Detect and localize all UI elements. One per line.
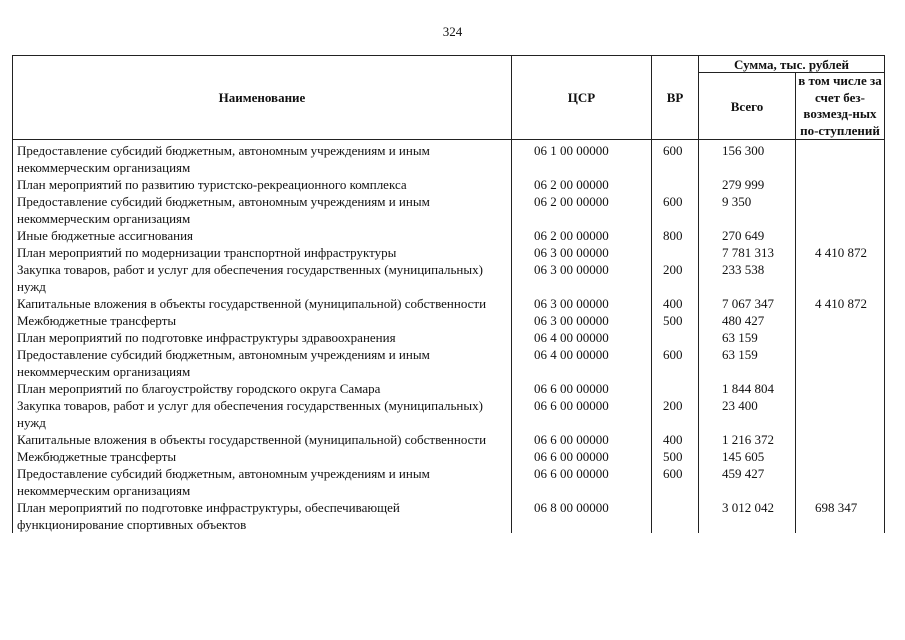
row-incl (796, 346, 885, 380)
table-row (13, 465, 885, 499)
table-row (13, 176, 885, 193)
table-row (13, 227, 885, 244)
column-header-vr: ВР (652, 56, 699, 140)
row-name: Предоставление субсидий бюджетным, автономным учреждениям и иным некоммерческим организациям (13, 465, 512, 499)
row-incl (796, 140, 885, 177)
table-row (13, 499, 885, 533)
row-vr: 200 (652, 397, 699, 431)
row-total: 480 427 (699, 312, 796, 329)
row-incl (796, 448, 885, 465)
row-vr (652, 499, 699, 533)
row-total: 23 400 (699, 397, 796, 431)
row-csr: 06 6 00 00000 (512, 465, 652, 499)
row-total: 7 067 347 (699, 295, 796, 312)
row-csr: 06 2 00 00000 (512, 227, 652, 244)
row-total: 63 159 (699, 329, 796, 346)
row-name: Иные бюджетные ассигнования (13, 227, 512, 244)
row-csr: 06 3 00 00000 (512, 244, 652, 261)
row-csr: 06 2 00 00000 (512, 193, 652, 227)
row-name: Закупка товаров, работ и услуг для обеспечения государственных (муниципальных) нужд (13, 261, 512, 295)
table-row (13, 329, 885, 346)
page-number: 324 (442, 24, 463, 39)
row-incl: 698 347 (796, 499, 885, 533)
table-row (13, 261, 885, 295)
row-csr: 06 4 00 00000 (512, 329, 652, 346)
row-name: План мероприятий по благоустройству городского округа Самара (13, 380, 512, 397)
row-total: 279 999 (699, 176, 796, 193)
row-total: 7 781 313 (699, 244, 796, 261)
column-header-sum: Сумма, тыс. рублей (699, 56, 885, 73)
row-total: 156 300 (699, 140, 796, 177)
row-incl (796, 261, 885, 295)
row-vr: 400 (652, 431, 699, 448)
row-csr: 06 6 00 00000 (512, 431, 652, 448)
row-incl: 4 410 872 (796, 295, 885, 312)
table-body (13, 140, 885, 534)
row-csr: 06 4 00 00000 (512, 346, 652, 380)
row-csr: 06 3 00 00000 (512, 261, 652, 295)
row-name: Капитальные вложения в объекты государственной (муниципальной) собственности (13, 295, 512, 312)
row-vr (652, 380, 699, 397)
row-incl (796, 380, 885, 397)
row-csr: 06 3 00 00000 (512, 312, 652, 329)
table-row (13, 140, 885, 177)
row-csr: 06 1 00 00000 (512, 140, 652, 177)
row-name: Межбюджетные трансферты (13, 448, 512, 465)
row-vr: 500 (652, 448, 699, 465)
row-name: Капитальные вложения в объекты государственной (муниципальной) собственности (13, 431, 512, 448)
row-vr: 200 (652, 261, 699, 295)
row-total: 1 844 804 (699, 380, 796, 397)
row-csr: 06 6 00 00000 (512, 448, 652, 465)
row-incl (796, 312, 885, 329)
row-vr (652, 176, 699, 193)
column-header-incl: в том числе за счет без-возмезд-ных по-ступлений (796, 73, 885, 140)
row-vr: 600 (652, 140, 699, 177)
row-incl: 4 410 872 (796, 244, 885, 261)
row-incl (796, 465, 885, 499)
row-vr: 600 (652, 465, 699, 499)
table-row (13, 397, 885, 431)
row-total: 1 216 372 (699, 431, 796, 448)
row-csr: 06 6 00 00000 (512, 380, 652, 397)
row-total: 459 427 (699, 465, 796, 499)
row-vr: 500 (652, 312, 699, 329)
table-row (13, 312, 885, 329)
table-row (13, 448, 885, 465)
row-incl (796, 176, 885, 193)
row-total: 233 538 (699, 261, 796, 295)
table-header (13, 56, 885, 140)
table-row (13, 346, 885, 380)
row-name: План мероприятий по подготовке инфраструктуры здравоохранения (13, 329, 512, 346)
row-vr (652, 244, 699, 261)
row-vr: 600 (652, 346, 699, 380)
row-total: 270 649 (699, 227, 796, 244)
row-incl (796, 329, 885, 346)
row-incl (796, 193, 885, 227)
row-name: Предоставление субсидий бюджетным, автономным учреждениям и иным некоммерческим организациям (13, 140, 512, 177)
row-vr: 400 (652, 295, 699, 312)
row-total: 145 605 (699, 448, 796, 465)
row-incl (796, 227, 885, 244)
row-total: 9 350 (699, 193, 796, 227)
table-row (13, 244, 885, 261)
row-csr: 06 8 00 00000 (512, 499, 652, 533)
table-row (13, 380, 885, 397)
table-row (13, 431, 885, 448)
row-csr: 06 2 00 00000 (512, 176, 652, 193)
row-vr (652, 329, 699, 346)
column-header-csr: ЦСР (512, 56, 652, 140)
table-row (13, 295, 885, 312)
row-vr: 600 (652, 193, 699, 227)
row-name: План мероприятий по подготовке инфраструктуры, обеспечивающей функционирование спортивных объектов (13, 499, 512, 533)
row-name: План мероприятий по развитию туристско-рекреационного комплекса (13, 176, 512, 193)
row-incl (796, 431, 885, 448)
row-name: План мероприятий по модернизации транспортной инфраструктуры (13, 244, 512, 261)
row-csr: 06 6 00 00000 (512, 397, 652, 431)
table-row (13, 193, 885, 227)
row-total: 3 012 042 (699, 499, 796, 533)
column-header-total: Всего (699, 73, 796, 140)
row-name: Предоставление субсидий бюджетным, автономным учреждениям и иным некоммерческим организациям (13, 346, 512, 380)
budget-table (12, 55, 885, 533)
row-total: 63 159 (699, 346, 796, 380)
column-header-name: Наименование (13, 56, 512, 140)
row-csr: 06 3 00 00000 (512, 295, 652, 312)
row-incl (796, 397, 885, 431)
row-name: Межбюджетные трансферты (13, 312, 512, 329)
row-vr: 800 (652, 227, 699, 244)
row-name: Закупка товаров, работ и услуг для обеспечения государственных (муниципальных) нужд (13, 397, 512, 431)
row-name: Предоставление субсидий бюджетным, автономным учреждениям и иным некоммерческим организациям (13, 193, 512, 227)
